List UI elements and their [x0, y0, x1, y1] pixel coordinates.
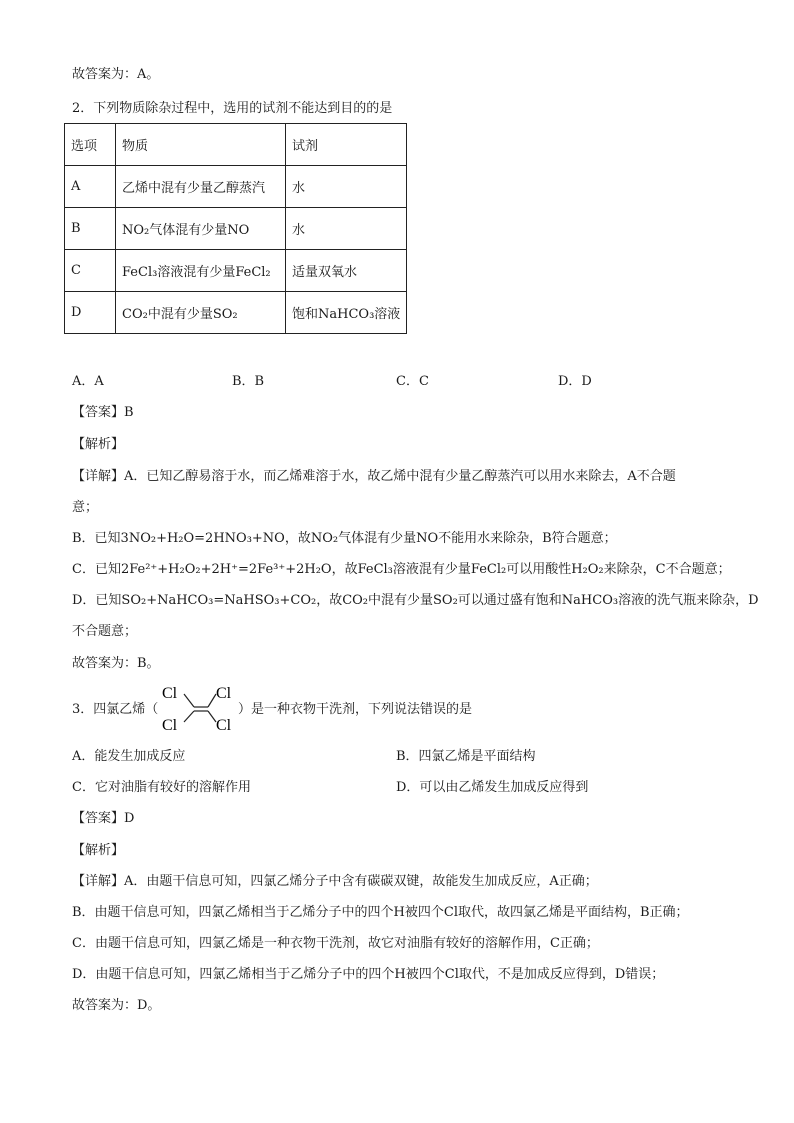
q2-detail-line: D．已知SO₂+NaHCO₃=NaHSO₃+CO₂，故CO₂中混有少量SO₂可以通过盛有饱和NaHCO₃溶液的洗气瓶来除杂，D — [72, 593, 759, 608]
header-option: 选项 — [65, 124, 116, 166]
q2-detail-line: B．已知3NO₂+H₂O=2HNO₃+NO，故NO₂气体混有少量NO不能用水来除杂，B符合题意； — [72, 531, 617, 546]
q3-option-d: D．可以由乙烯发生加成反应得到 — [396, 780, 589, 795]
tetrachloroethylene-structure — [150, 682, 240, 736]
q2-detail-line: 【详解】A．已知乙醇易溶于水，而乙烯难溶于水，故乙烯中混有少量乙醇蒸汽可以用水来除去，A不合题 — [72, 469, 676, 484]
row-option: C — [65, 250, 116, 292]
q3-detail-line: B．由题干信息可知，四氯乙烯相当于乙烯分子中的四个H被四个Cl取代，故四氯乙烯是平面结构，B正确； — [72, 905, 689, 920]
chlorine-atom: Cl — [162, 717, 178, 734]
q2-answer — [72, 404, 134, 422]
question-2-stem: 2．下列物质除杂过程中，选用的试剂不能达到目的的是 — [72, 101, 393, 116]
row-option: A — [65, 166, 116, 208]
q3-detail-line: D．由题干信息可知，四氯乙烯相当于乙烯分子中的四个H被四个Cl取代，不是加成反应得到，D错误； — [72, 967, 665, 982]
row-substance: CO₂中混有少量SO₂ — [116, 292, 286, 334]
chlorine-atom: Cl — [216, 685, 232, 702]
q3-answer — [72, 810, 134, 828]
row-option: B — [65, 208, 116, 250]
single-bond — [208, 711, 216, 722]
q2-detail-line: 不合题意； — [72, 624, 138, 639]
q3-detail-line: C．由题干信息可知，四氯乙烯是一种衣物干洗剂，故它对油脂有较好的溶解作用，C正确； — [72, 936, 599, 951]
row-reagent: 水 — [286, 166, 407, 208]
answer-tag: 【答案】 — [72, 405, 125, 420]
q3-detail-line: 【详解】A．由题干信息可知，四氯乙烯分子中含有碳碳双键，故能发生加成反应，A正确； — [72, 874, 598, 889]
answer-value: B — [124, 405, 134, 420]
answer-value: D — [124, 811, 135, 826]
row-reagent: 饱和NaHCO₃溶液 — [286, 292, 407, 334]
row-substance: FeCl₃溶液混有少量FeCl₂ — [116, 250, 286, 292]
table-row — [65, 208, 407, 250]
q2-analysis-tag: 【解析】 — [72, 437, 125, 452]
table-row — [65, 292, 407, 334]
question-3-stem-start: 3．四氯乙烯（ — [72, 702, 159, 717]
q2-option-d: D．D — [558, 374, 592, 389]
reagent-table — [64, 123, 407, 334]
q3-option-a: A．能发生加成反应 — [72, 749, 186, 764]
single-bond — [184, 694, 194, 707]
q3-option-b: B．四氯乙烯是平面结构 — [396, 749, 536, 764]
q2-option-a: A．A — [72, 374, 104, 389]
q3-analysis-tag: 【解析】 — [72, 843, 125, 858]
table-header-row — [65, 124, 407, 166]
q3-option-c: C．它对油脂有较好的溶解作用 — [72, 780, 251, 795]
single-bond — [208, 694, 216, 707]
chlorine-atom: Cl — [162, 685, 178, 702]
previous-answer-conclusion: 故答案为：A。 — [72, 67, 160, 82]
single-bond — [184, 711, 194, 722]
answer-tag: 【答案】 — [72, 811, 125, 826]
q3-detail-line: 故答案为：D。 — [72, 998, 161, 1013]
header-reagent: 试剂 — [286, 124, 407, 166]
row-reagent: 水 — [286, 208, 407, 250]
table-row — [65, 166, 407, 208]
chlorine-atom: Cl — [216, 717, 232, 734]
q2-detail-line: C．已知2Fe²⁺+H₂O₂+2H⁺=2Fe³⁺+2H₂O，故FeCl₃溶液混有少量FeCl₂可以用酸性H₂O₂来除杂，C不合题意； — [72, 562, 731, 577]
q2-option-b: B．B — [232, 374, 265, 389]
header-substance: 物质 — [116, 124, 286, 166]
row-substance: 乙烯中混有少量乙醇蒸汽 — [116, 166, 286, 208]
question-3-stem-end: ）是一种衣物干洗剂，下列说法错误的是 — [238, 702, 473, 717]
q2-detail-line: 故答案为：B。 — [72, 656, 160, 671]
q2-detail-line: 意； — [72, 500, 99, 515]
row-substance: NO₂气体混有少量NO — [116, 208, 286, 250]
row-option: D — [65, 292, 116, 334]
q2-option-c: C．C — [396, 374, 429, 389]
table-row — [65, 250, 407, 292]
row-reagent: 适量双氧水 — [286, 250, 407, 292]
